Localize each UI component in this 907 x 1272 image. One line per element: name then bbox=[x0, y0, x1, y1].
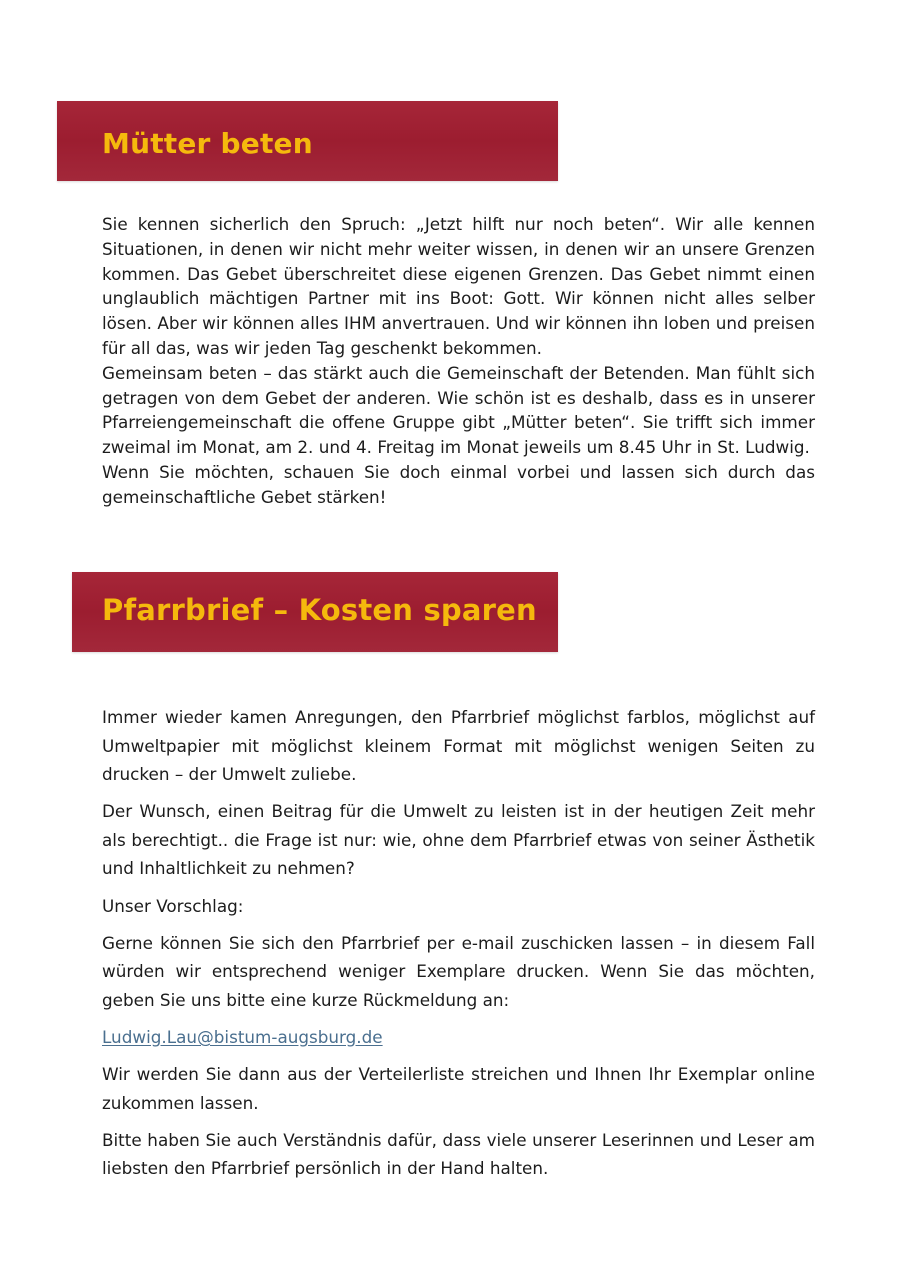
paragraph: Sie kennen sicherlich den Spruch: „Jetzt hilft nur noch beten“. Wir alle kennen Situationen, in denen wir nicht mehr weiter wissen, in denen wir an unsere Grenzen kommen. Das Gebet überschreitet diese eigenen Grenzen. Das Gebet nimmt einen unglaublich mächtigen Partner mit ins Boot: Gott. Wir können nicht alles selber lösen. Aber wir können alles IHM anvertrauen. Und wir können ihn loben und preisen für all das, was wir jeden Tag geschenkt bekommen. bbox=[102, 214, 815, 358]
paragraph: Unser Vorschlag: bbox=[102, 895, 244, 916]
section-banner-pfarrbrief bbox=[72, 572, 558, 652]
section-body-pfarrbrief bbox=[102, 703, 815, 1191]
paragraph: Wir werden Sie dann aus der Verteilerliste streichen und Ihnen Ihr Exemplar online zukommen lassen. bbox=[102, 1064, 815, 1113]
paragraph: Wenn Sie möchten, schauen Sie doch einmal vorbei und lassen sich durch das gemeinschaftliche Gebet stärken! bbox=[102, 461, 815, 507]
paragraph: Der Wunsch, einen Beitrag für die Umwelt zu leisten ist in der heutigen Zeit mehr als berechtigt.. die Frage ist nur: wie, ohne dem Pfarrbrief etwas von seiner Ästhetik und Inhaltlichkeit zu nehmen? bbox=[102, 801, 815, 879]
section-title: Mütter beten bbox=[102, 127, 313, 160]
section-title: Pfarrbrief – Kosten sparen bbox=[102, 593, 537, 627]
paragraph: Gerne können Sie sich den Pfarrbrief per e-mail zuschicken lassen – in diesem Fall würden wir entsprechend weniger Exemplare drucken. Wenn Sie das möchten, geben Sie uns bitte eine kurze Rückmeldung an: bbox=[102, 932, 815, 1010]
paragraph: Immer wieder kamen Anregungen, den Pfarrbrief möglichst farblos, möglichst auf Umweltpapier mit möglichst kleinem Format mit möglichst wenigen Seiten zu drucken – der Umwelt zuliebe. bbox=[102, 707, 815, 785]
paragraph: Gemeinsam beten – das stärkt auch die Gemeinschaft der Betenden. Man fühlt sich getragen von dem Gebet der anderen. Wie schön ist es deshalb, dass es in unserer Pfarreiengemeinschaft die offene Gruppe gibt „Mütter beten“. Sie trifft sich immer zweimal im Monat, am 2. und 4. Freitag im Monat jeweils um 8.45 Uhr in St. Ludwig. bbox=[102, 362, 815, 458]
paragraph: Bitte haben Sie auch Verständnis dafür, dass viele unserer Leserinnen und Leser am liebsten den Pfarrbrief persönlich in der Hand halten. bbox=[102, 1129, 815, 1179]
email-paragraph bbox=[102, 1023, 815, 1052]
section-banner-muetter-beten bbox=[57, 101, 558, 181]
section-body-muetter-beten bbox=[102, 212, 815, 510]
email-link[interactable]: Ludwig.Lau@bistum-augsburg.de bbox=[102, 1026, 383, 1047]
